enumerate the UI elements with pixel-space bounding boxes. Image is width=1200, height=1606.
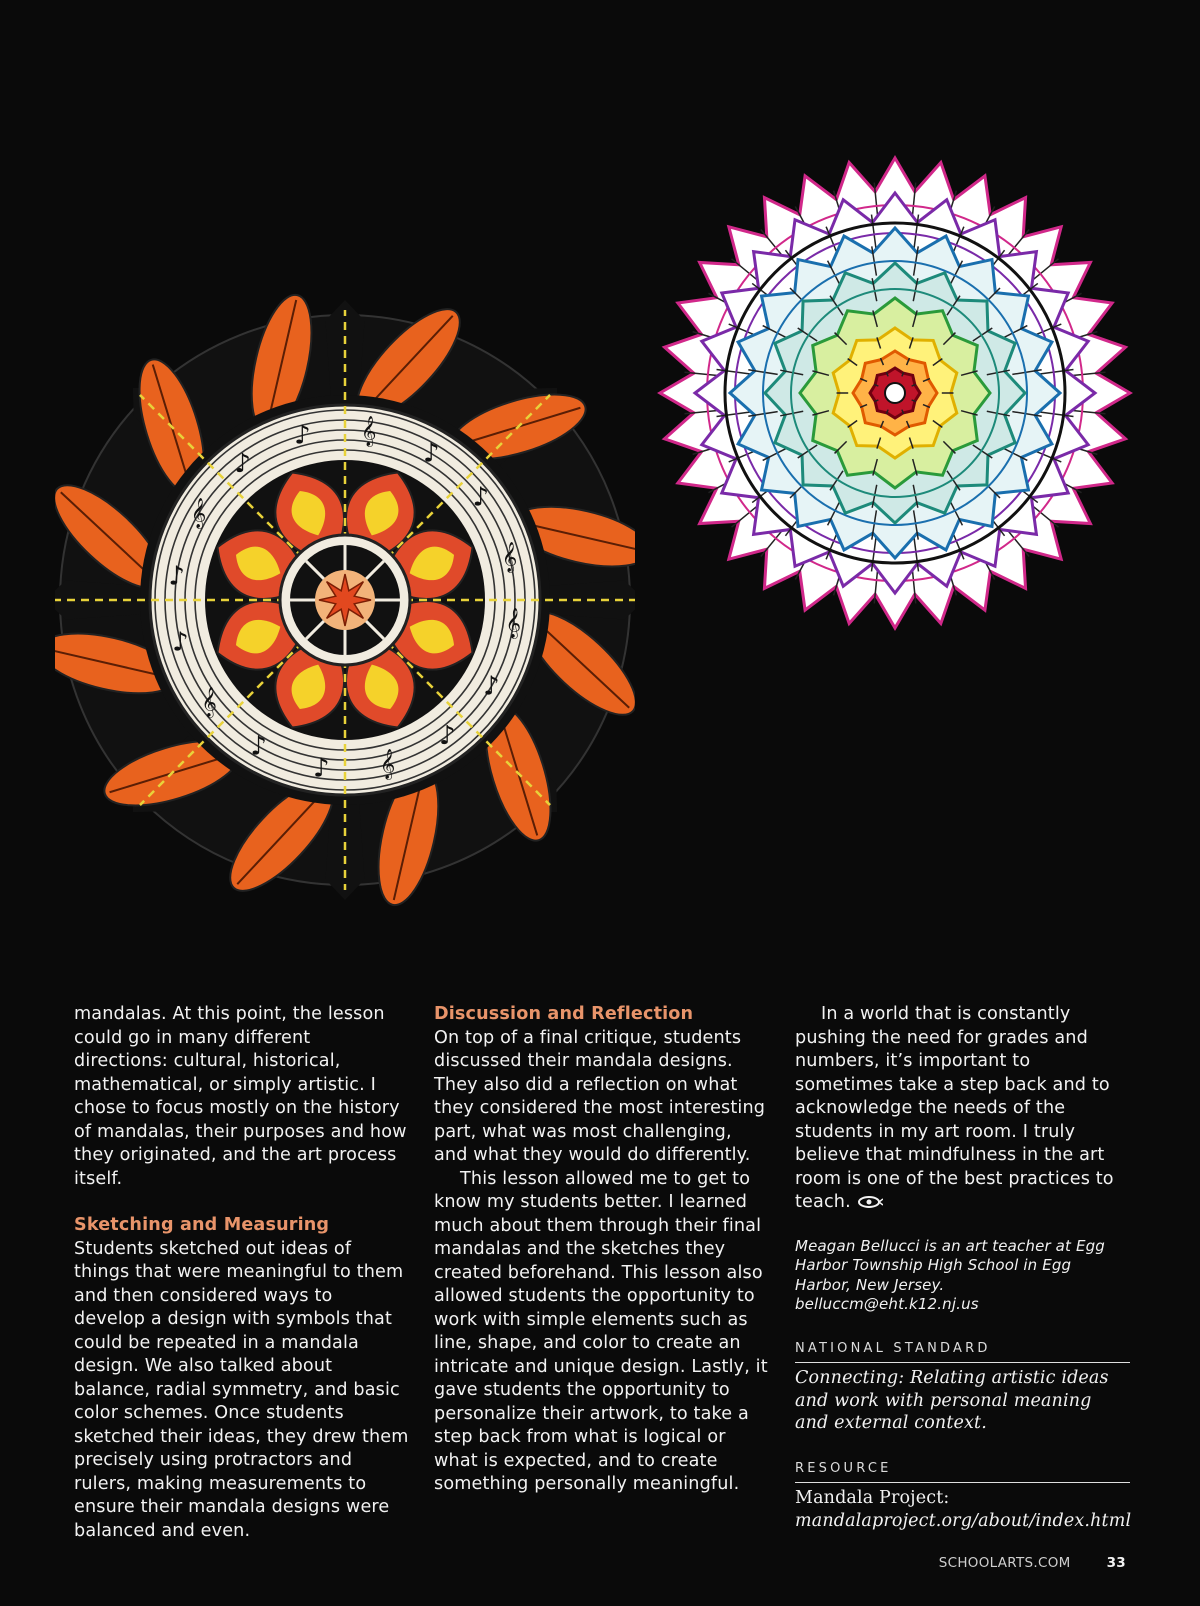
svg-text:𝄞: 𝄞 xyxy=(190,498,207,529)
resource-url[interactable]: mandalaproject.org/about/index.html xyxy=(795,1510,1132,1531)
section-heading-sketching: Sketching and Measuring xyxy=(74,1215,330,1235)
resource-text xyxy=(795,1487,1130,1532)
closing-paragraph xyxy=(795,1003,1130,1215)
article-column-1 xyxy=(74,1003,409,1543)
national-standard-label: NATIONAL STANDARD xyxy=(795,1337,1130,1364)
page-footer xyxy=(939,1555,1126,1571)
author-bio: Meagan Bellucci is an art teacher at Egg Harbor Township High School in Egg Harbor, New Jersey. belluccm@eht.k12.nj.us xyxy=(795,1236,1105,1313)
resource-name: Mandala Project: xyxy=(795,1488,950,1508)
svg-text:♪: ♪ xyxy=(250,731,268,762)
svg-text:♪: ♪ xyxy=(313,753,330,784)
svg-text:♪: ♪ xyxy=(483,671,500,702)
intro-paragraph: mandalas. At this point, the lesson could go in many different directions: cultural, historical, mathematical, or simply artistic. I chose to focus mostly on the history of mandalas, their purposes and how they originated, and the art process itself. xyxy=(74,1004,407,1189)
svg-text:♪: ♪ xyxy=(172,627,189,658)
svg-text:𝄞: 𝄞 xyxy=(501,542,518,573)
reflection-paragraph: This lesson allowed me to get to know my students better. I learned much about them through their final mandalas and the sketches they created beforehand. This lesson also allowed students the opportunity to work with simple elements such as line, shape, and color to create an intricate and unique design. Lastly, it gave students the opportunity to personalize their artwork, to take a step back from what is logical or what is expected, and to create something personally meaningful. xyxy=(434,1168,768,1494)
svg-text:𝄞: 𝄞 xyxy=(360,416,377,447)
svg-text:𝄞: 𝄞 xyxy=(201,687,217,718)
end-mark-icon xyxy=(857,1196,883,1208)
discussion-paragraph: On top of a final critique, students discussed their mandala designs. They also did a reflection on what they considered the most interesting part, what was most challenging, and what they would do differently. xyxy=(434,1027,766,1165)
svg-text:♪: ♪ xyxy=(472,482,490,513)
mandala-artwork-colorful xyxy=(650,148,1140,638)
sketching-paragraph: Students sketched out ideas of things that were meaningful to them and then considered ways to develop a design with symbols that could be repeated in a mandala design. We also talked about balance, radial symmetry, and basic color schemes. Once students sketched their ideas, they drew them precisely using protractors and rulers, making measurements to ensure their mandala designs were balanced and even. xyxy=(74,1238,409,1541)
svg-text:♪: ♪ xyxy=(234,449,251,480)
article-column-3 xyxy=(795,1003,1130,1532)
svg-text:♪: ♪ xyxy=(439,720,456,751)
svg-text:♪: ♪ xyxy=(294,420,311,451)
article-column-2 xyxy=(434,1003,769,1497)
footer-site[interactable]: SCHOOLARTS.COM xyxy=(938,1555,1071,1571)
section-heading-discussion: Discussion and Reflection xyxy=(434,1004,694,1024)
mandala-artwork-music-feathers xyxy=(55,290,635,910)
national-standard-text: Connecting: Relating artistic ideas and work with personal meaning and external context. xyxy=(795,1368,1109,1433)
svg-text:𝄞: 𝄞 xyxy=(505,608,522,639)
svg-text:♪: ♪ xyxy=(168,561,185,592)
svg-text:𝄞: 𝄞 xyxy=(379,749,396,780)
page-number: 33 xyxy=(1106,1555,1126,1571)
resource-label: RESOURCE xyxy=(795,1457,1130,1484)
closing-text: In a world that is constantly pushing the need for grades and numbers, it’s important to sometimes take a step back and to acknowledge the needs of the students in my art room. I truly believe that mindfulness in the art room is one of the best practices to teach. xyxy=(795,1004,1114,1212)
svg-text:♪: ♪ xyxy=(422,438,440,469)
